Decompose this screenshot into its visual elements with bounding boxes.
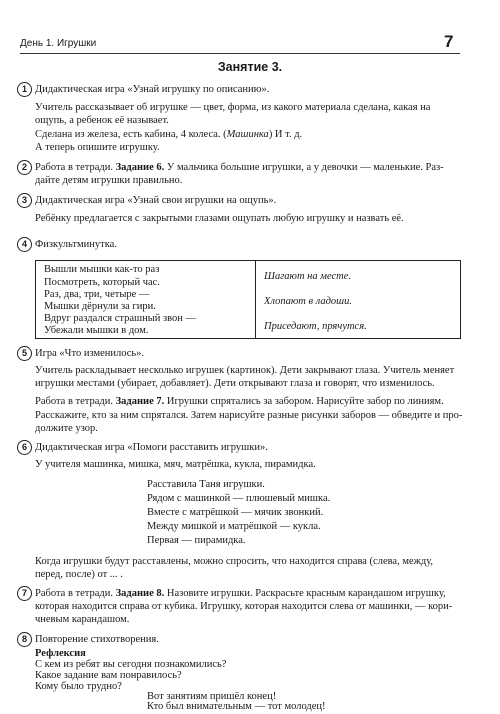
table-action: Хлопают в ладоши. xyxy=(264,296,352,307)
section-6-after: перед, после) от ... . xyxy=(35,569,123,580)
closing-poem-line: Кто был внимательным — тот молодец! xyxy=(147,701,326,712)
table-verse-line: Вышли мышки как-то раз xyxy=(44,264,160,275)
section-3-title: Дидактическая игра «Узнай свои игрушки на ощупь». xyxy=(35,195,277,206)
closing-poem-line: Вот занятиям пришёл конец! xyxy=(147,691,277,702)
section-number-2: 2 xyxy=(17,160,32,175)
reflection-label: Рефлексия xyxy=(35,648,86,659)
section-2-title xyxy=(35,161,444,174)
section-number-8: 8 xyxy=(17,632,32,647)
poem-line: Рядом с машинкой — плюшевый мишка. xyxy=(147,493,331,504)
poem-line: Первая — пирамидка. xyxy=(147,535,246,546)
section-5-work-line: должите узор. xyxy=(35,423,98,434)
example-tail: ) И т. д. xyxy=(268,129,303,140)
page-number: 7 xyxy=(444,32,454,51)
task-label: Задание 6. xyxy=(115,162,165,173)
poem-line: Вместе с матрёшкой — мячик звонкий. xyxy=(147,507,324,518)
task-label: Задание 7. xyxy=(115,396,165,407)
table-action: Шагают на месте. xyxy=(264,271,351,282)
table-verse-line: Посмотреть, который час. xyxy=(44,277,160,288)
section-5-work-line: Расскажите, кто за ним спрятался. Затем нарисуйте разные рисунки заборов — обведите и про- xyxy=(35,410,463,421)
example-answer: Машинка xyxy=(226,129,269,140)
section-2-line: дайте детям игрушки правильно. xyxy=(35,175,183,186)
reflection-question: Кому было трудно? xyxy=(35,681,122,692)
table-action: Приседают, прячутся. xyxy=(264,321,367,332)
section-7-line: чневым карандашом. xyxy=(35,614,130,625)
work-prefix: Работа в тетради. xyxy=(35,396,114,407)
work-prefix: Работа в тетради. xyxy=(35,588,114,599)
poem-line: Между мишкой и матрёшкой — кукла. xyxy=(147,521,321,532)
table-verse-line: Вдруг раздался страшный звон — xyxy=(44,313,197,324)
section-number-5: 5 xyxy=(17,346,32,361)
section-1-title: Дидактическая игра «Узнай игрушку по описанию». xyxy=(35,84,270,95)
section-number-7: 7 xyxy=(17,586,32,601)
header-rule xyxy=(20,53,460,54)
section-6-after: Когда игрушки будут расставлены, можно спросить, что находится справа (слева, между, xyxy=(35,556,434,567)
section-number-3: 3 xyxy=(17,193,32,208)
section-1-line: ощупь, а ребенок её называет. xyxy=(35,115,169,126)
section-8-title: Повторение стихотворения. xyxy=(35,634,159,645)
section-1-line: Учитель рассказывает об игрушке — цвет, форма, из какого материала сделана, какая на xyxy=(35,102,431,113)
section-3-line: Ребёнку предлагается с закрытыми глазами ощупать любую игрушку и назвать её. xyxy=(35,213,404,224)
section-5-line: Учитель раскладывает несколько игрушек (картинок). Дети закрывают глаза. Учитель меняет xyxy=(35,365,455,376)
section-number-4: 4 xyxy=(17,237,32,252)
section-4-title: Физкультминутка. xyxy=(35,239,117,250)
section-number-1: 1 xyxy=(17,82,32,97)
section-1-line: А теперь опишите игрушку. xyxy=(35,142,160,153)
table-verse-line: Мышки дёрнули за гири. xyxy=(44,301,156,312)
task-text: Назовите игрушки. Раскрасьте красным карандашом игрушку, xyxy=(166,588,446,599)
section-7-title xyxy=(35,587,446,600)
section-5-title: Игра «Что изменилось». xyxy=(35,348,145,359)
table-verse-line: Убежали мышки в дом. xyxy=(44,325,149,336)
task-label: Задание 8. xyxy=(115,588,165,599)
poem-line: Расставила Таня игрушки. xyxy=(147,479,265,490)
work-prefix: Работа в тетради. xyxy=(35,162,114,173)
section-1-example: Сделана из железа, есть кабина, 4 колеса. (Машинка) И т. д. xyxy=(35,129,303,140)
table-verse-line: Раз, два, три, четыре — xyxy=(44,289,150,300)
exercise-table xyxy=(35,260,461,339)
section-5-line: игрушки местами (убирает, добавляет). Дети открывают глаза и говорят, что изменилось. xyxy=(35,378,435,389)
lesson-title: Занятие 3. xyxy=(217,60,283,74)
section-6-line: У учителя машинка, мишка, мяч, матрёшка, кукла, пирамидка. xyxy=(35,459,316,470)
task-text: Игрушки спрятались за забором. Нарисуйте забор по линиям. xyxy=(166,396,444,407)
section-5-work xyxy=(35,395,444,408)
section-6-title: Дидактическая игра «Помоги расставить игрушки». xyxy=(35,442,268,453)
running-header: День 1. Игрушки xyxy=(20,38,97,49)
reflection-question: Какое задание вам понравилось? xyxy=(35,670,182,681)
section-7-line: которая находится справа от кубика. Игрушку, которая находится слева от машинки, — кори- xyxy=(35,601,453,612)
reflection-question: С кем из ребят вы сегодня познакомились? xyxy=(35,659,227,670)
task-text: У мальчика большие игрушки, а у девочки — маленькие. Раз- xyxy=(166,162,444,173)
table-divider xyxy=(255,261,256,338)
section-number-6: 6 xyxy=(17,440,32,455)
example-text: Сделана из железа, есть кабина, 4 колеса. xyxy=(35,129,221,140)
